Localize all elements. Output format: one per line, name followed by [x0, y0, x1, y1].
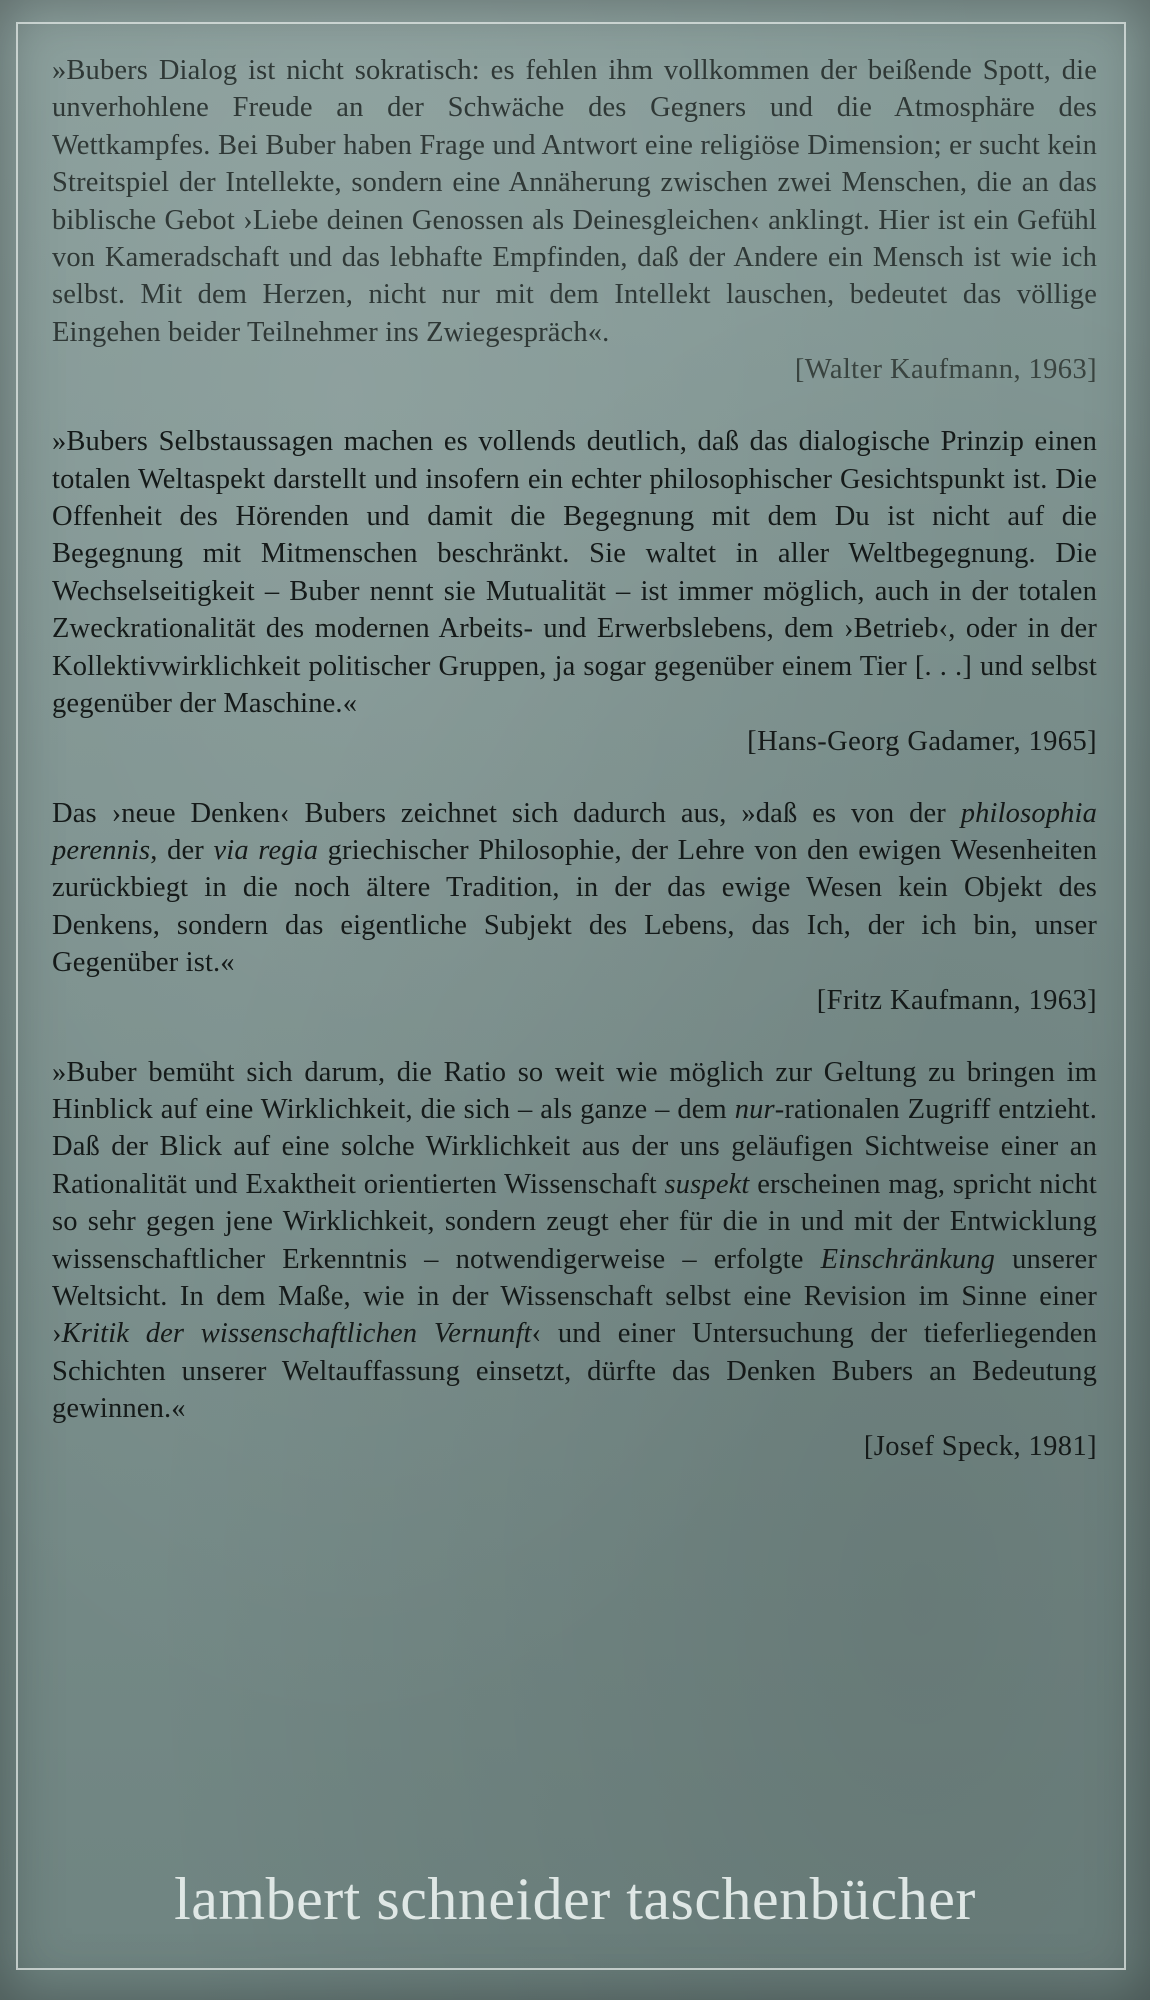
quote-text: »Bubers Dialog ist nicht sokratisch: es fehlen ihm vollkommen der beißende Spott, die unverhohlene Freude an der Schwäche des Gegners und die Atmosphäre des Wettkampfes. Bei Buber haben Frage und Antwort eine religiöse Dimension; er sucht kein Streitspiel der Intellekte, sondern eine Annäherung zwischen zwei Menschen, die an das biblische Gebot ›Liebe deinen Genossen als Deinesgleichen‹ anklingt. Hier ist ein Gefühl von Kameradschaft und das lebhafte Empfinden, daß der Andere ein Mensch ist wie ich selbst. Mit dem Herzen, nicht nur mit dem Intellekt lauschen, bedeutet das völlige Eingehen beider Teilnehmer ins Zwiegespräch«. — [52, 55, 1097, 348]
quote-block-kaufmann-fritz — [52, 795, 1097, 1020]
quote-text-segment: erscheinen mag, spricht nicht so sehr gegen jene Wirklichkeit, sondern zeugt eher für die in und mit der Entwicklung wissenschaftlicher Erkenntnis – notwendigerweise – erfolgte — [52, 1168, 1097, 1275]
quote-block-kaufmann-walter — [52, 52, 1097, 389]
quote-text-segment: Das ›neue Denken‹ Bubers zeichnet sich dadurch aus, »daß es von der — [52, 797, 961, 829]
quote-text — [52, 1054, 1097, 1428]
quote-text-segment: -rationalen Zugriff entzieht. Daß der Blick auf eine solche Wirklichkeit aus der uns geläufigen Sichtweise einer an Rationalität und Exaktheit orientierten Wissenschaft — [52, 1093, 1097, 1200]
quote-text-segment: »Buber bemüht sich darum, die Ratio so weit wie möglich zur Geltung zu bringen im Hinblick auf eine Wirklichkeit, die sich – als ganze – dem — [52, 1056, 1097, 1125]
quote-italic-phrase: via regia — [213, 834, 319, 866]
quote-italic-phrase: philosophia perennis — [52, 797, 1097, 866]
quote-text: »Bubers Selbstaussagen machen es vollends deutlich, daß das dialogische Prinzip einen totalen Weltaspekt darstellt und insofern ein echter philosophischer Gesichtspunkt ist. Die Offenheit des Hörenden und damit die Begegnung mit dem Du ist nicht auf die Begegnung mit Mitmenschen beschränkt. Sie waltet in aller Weltbegegnung. Die Wechselseitigkeit – Buber nennt sie Mutualität – ist immer möglich, auch in der totalen Zweckrationalität des modernen Arbeits- und Erwerbslebens, dem ›Betrieb‹, oder in der Kollektivwirklichkeit politischer Gruppen, ja sogar gegenüber einem Tier [. . .] und selbst gegenüber der Maschine.« — [52, 426, 1097, 720]
quote-text-segment: , der — [150, 834, 214, 866]
quote-italic-phrase: nur — [734, 1093, 775, 1125]
quote-attribution: [Walter Kaufmann, 1963] — [794, 354, 1097, 386]
quote-italic-phrase: Kritik der wissenschaftlichen Vernunft — [61, 1318, 532, 1350]
quotes-column — [52, 52, 1097, 1500]
publisher-imprint: lambert schneider taschenbücher — [174, 1866, 976, 1932]
quote-block-speck — [52, 1054, 1097, 1466]
quote-text — [52, 795, 1097, 982]
quote-attribution: [Josef Speck, 1981] — [863, 1430, 1097, 1462]
quote-italic-phrase: Einschränkung — [820, 1243, 996, 1275]
quote-text-segment: unserer Weltsicht. In dem Maße, wie in der Wissenschaft selbst eine Revision im Sinne einer › — [52, 1243, 1098, 1350]
quote-text-segment: ‹ und einer Untersuchung der tieferliegenden Schichten unserer Weltauffassung einsetzt, dürfte das Denken Bubers an Bedeutung gewinnen.« — [52, 1318, 1097, 1425]
quote-attribution: [Fritz Kaufmann, 1963] — [816, 984, 1097, 1016]
quote-attribution: [Hans-Georg Gadamer, 1965] — [747, 725, 1097, 757]
quote-italic-phrase: suspekt — [664, 1168, 750, 1200]
quote-block-gadamer — [52, 423, 1097, 760]
quote-text-segment: griechischer Philosophie, der Lehre von den ewigen Wesenheiten zurückbiegt in die noch ältere Tradition, in der das ewige Wesen kein Objekt des Denkens, sondern das eigentliche Subjekt des Lebens, das Ich, der ich bin, unser Gegenüber ist.« — [52, 834, 1097, 979]
